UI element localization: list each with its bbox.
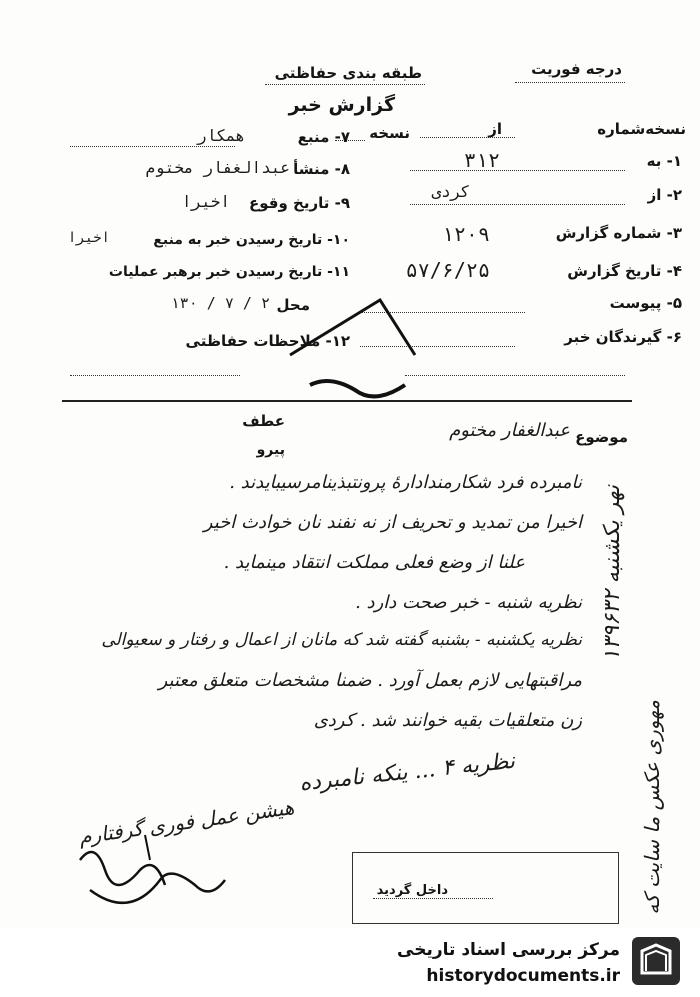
field-occurrence-date-label: ۹- تاریخ وقوع — [249, 194, 350, 212]
field-source-dots — [70, 146, 235, 147]
stamp-text: داخل گردید — [376, 883, 448, 898]
field-occurrence-date-value: اخیرا — [181, 192, 230, 211]
field-report-number-value: ۱۲۰۹ — [441, 222, 490, 246]
signature-note: نظریه ۴ ... ینکه نامبرده — [297, 748, 516, 797]
field-origin-label: ۸- منشأ — [293, 160, 350, 178]
field-source-value: همکار — [196, 126, 245, 145]
field-report-date-value: ۵۷/۶/۲۵ — [405, 258, 490, 282]
subject-label: موضوع — [575, 428, 628, 446]
handwritten-signature — [60, 830, 240, 925]
urgency-label: درجه فوریت — [531, 60, 622, 78]
page-title: گزارش خبر — [288, 94, 395, 116]
field-from-dots — [410, 204, 625, 205]
field-recipients-dots-2 — [405, 375, 625, 376]
copy-number-label: نسخه‌شماره — [597, 120, 686, 138]
field-recipients-label: ۶- گیرندگان خبر — [564, 328, 682, 346]
classification-label: طبقه بندی حفاظتی — [274, 64, 422, 82]
archive-logo-icon — [630, 935, 682, 987]
field-security-notes-label: ۱۲- ملاحظات حفاظتی — [185, 332, 350, 350]
field-source-label: ۷- منبع — [297, 128, 350, 146]
field-to-label: ۱- به — [646, 152, 682, 170]
field-report-date-label: ۴- تاریخ گزارش — [567, 262, 682, 280]
side-note: نهر یکشنبه ۱۳۹۶۳۲ — [600, 485, 625, 662]
field-from-label: ۲- از — [647, 186, 682, 204]
copy-from-label: از — [488, 120, 502, 138]
field-origin-value: عبدالغفار مختوم — [145, 158, 290, 177]
field-attachment-label: ۵- پیوست — [609, 294, 682, 312]
follow-label: پیرو — [256, 442, 285, 458]
footer-watermark — [0, 928, 700, 997]
handwritten-note: هیشن عمل فوری گرفتارم — [77, 795, 296, 849]
subject-value: عبدالغفار مختوم — [449, 420, 570, 441]
field-security-dots — [70, 375, 240, 376]
copy-dots-1 — [420, 137, 515, 138]
urgency-dots — [515, 82, 625, 83]
ref-label: عطف — [242, 412, 285, 430]
body-line-5: نظریه یکشنبه - بشنبه گفته شد که مانان از اعمال و رفتار و سعیوالی — [101, 630, 582, 650]
entry-stamp — [352, 852, 619, 924]
body-line-1: نامبرده فرد شکارمندادارهٔ پرونتبذینامرسیبایدند . — [229, 472, 582, 493]
field-from-value: کردی — [431, 182, 470, 201]
field-news-to-operations-label: ۱۱- تاریخ رسیدن خبر برهبر عملیات — [108, 264, 350, 280]
field-place-value: ۲ / ۷ / ۱۳۰ — [170, 294, 270, 312]
side-note-2: مهوری عکس ما سایت که — [640, 700, 664, 915]
field-news-to-source-value: اخیرا — [67, 230, 110, 246]
footer-website: historydocuments.ir — [426, 966, 620, 986]
body-line-3: علنا از وضع فعلی مملکت انتقاد مینماید . — [223, 552, 525, 573]
body-line-6: مراقبتهایی لازم بعمل آورد . ضمنا مشخصات متعلق معتبر — [158, 670, 582, 691]
separator-rule — [62, 400, 632, 402]
field-place-label: محل — [276, 296, 310, 314]
stamp-dots — [373, 898, 493, 899]
field-report-number-label: ۳- شماره گزارش — [555, 224, 682, 242]
field-news-to-source-label: ۱۰- تاریخ رسیدن خبر به منبع — [153, 232, 350, 248]
diagonal-stamp-mark — [280, 295, 430, 415]
field-to-dots — [410, 170, 625, 171]
footer-org-name: مرکز بررسی اسناد تاریخی — [397, 940, 620, 960]
field-to-value: ۳۱۲ — [463, 148, 500, 172]
body-line-4: نظریه شنبه - خبر صحت دارد . — [355, 592, 582, 613]
body-line-7: زن متعلقیات بقیه خوانند شد . کردی — [313, 710, 582, 731]
body-line-2: اخیرا من تمدید و تحریف از نه نفند نان خوادث اخیر — [203, 512, 582, 533]
copy-version-label: نسخه — [369, 124, 410, 142]
classification-dots — [265, 84, 425, 85]
